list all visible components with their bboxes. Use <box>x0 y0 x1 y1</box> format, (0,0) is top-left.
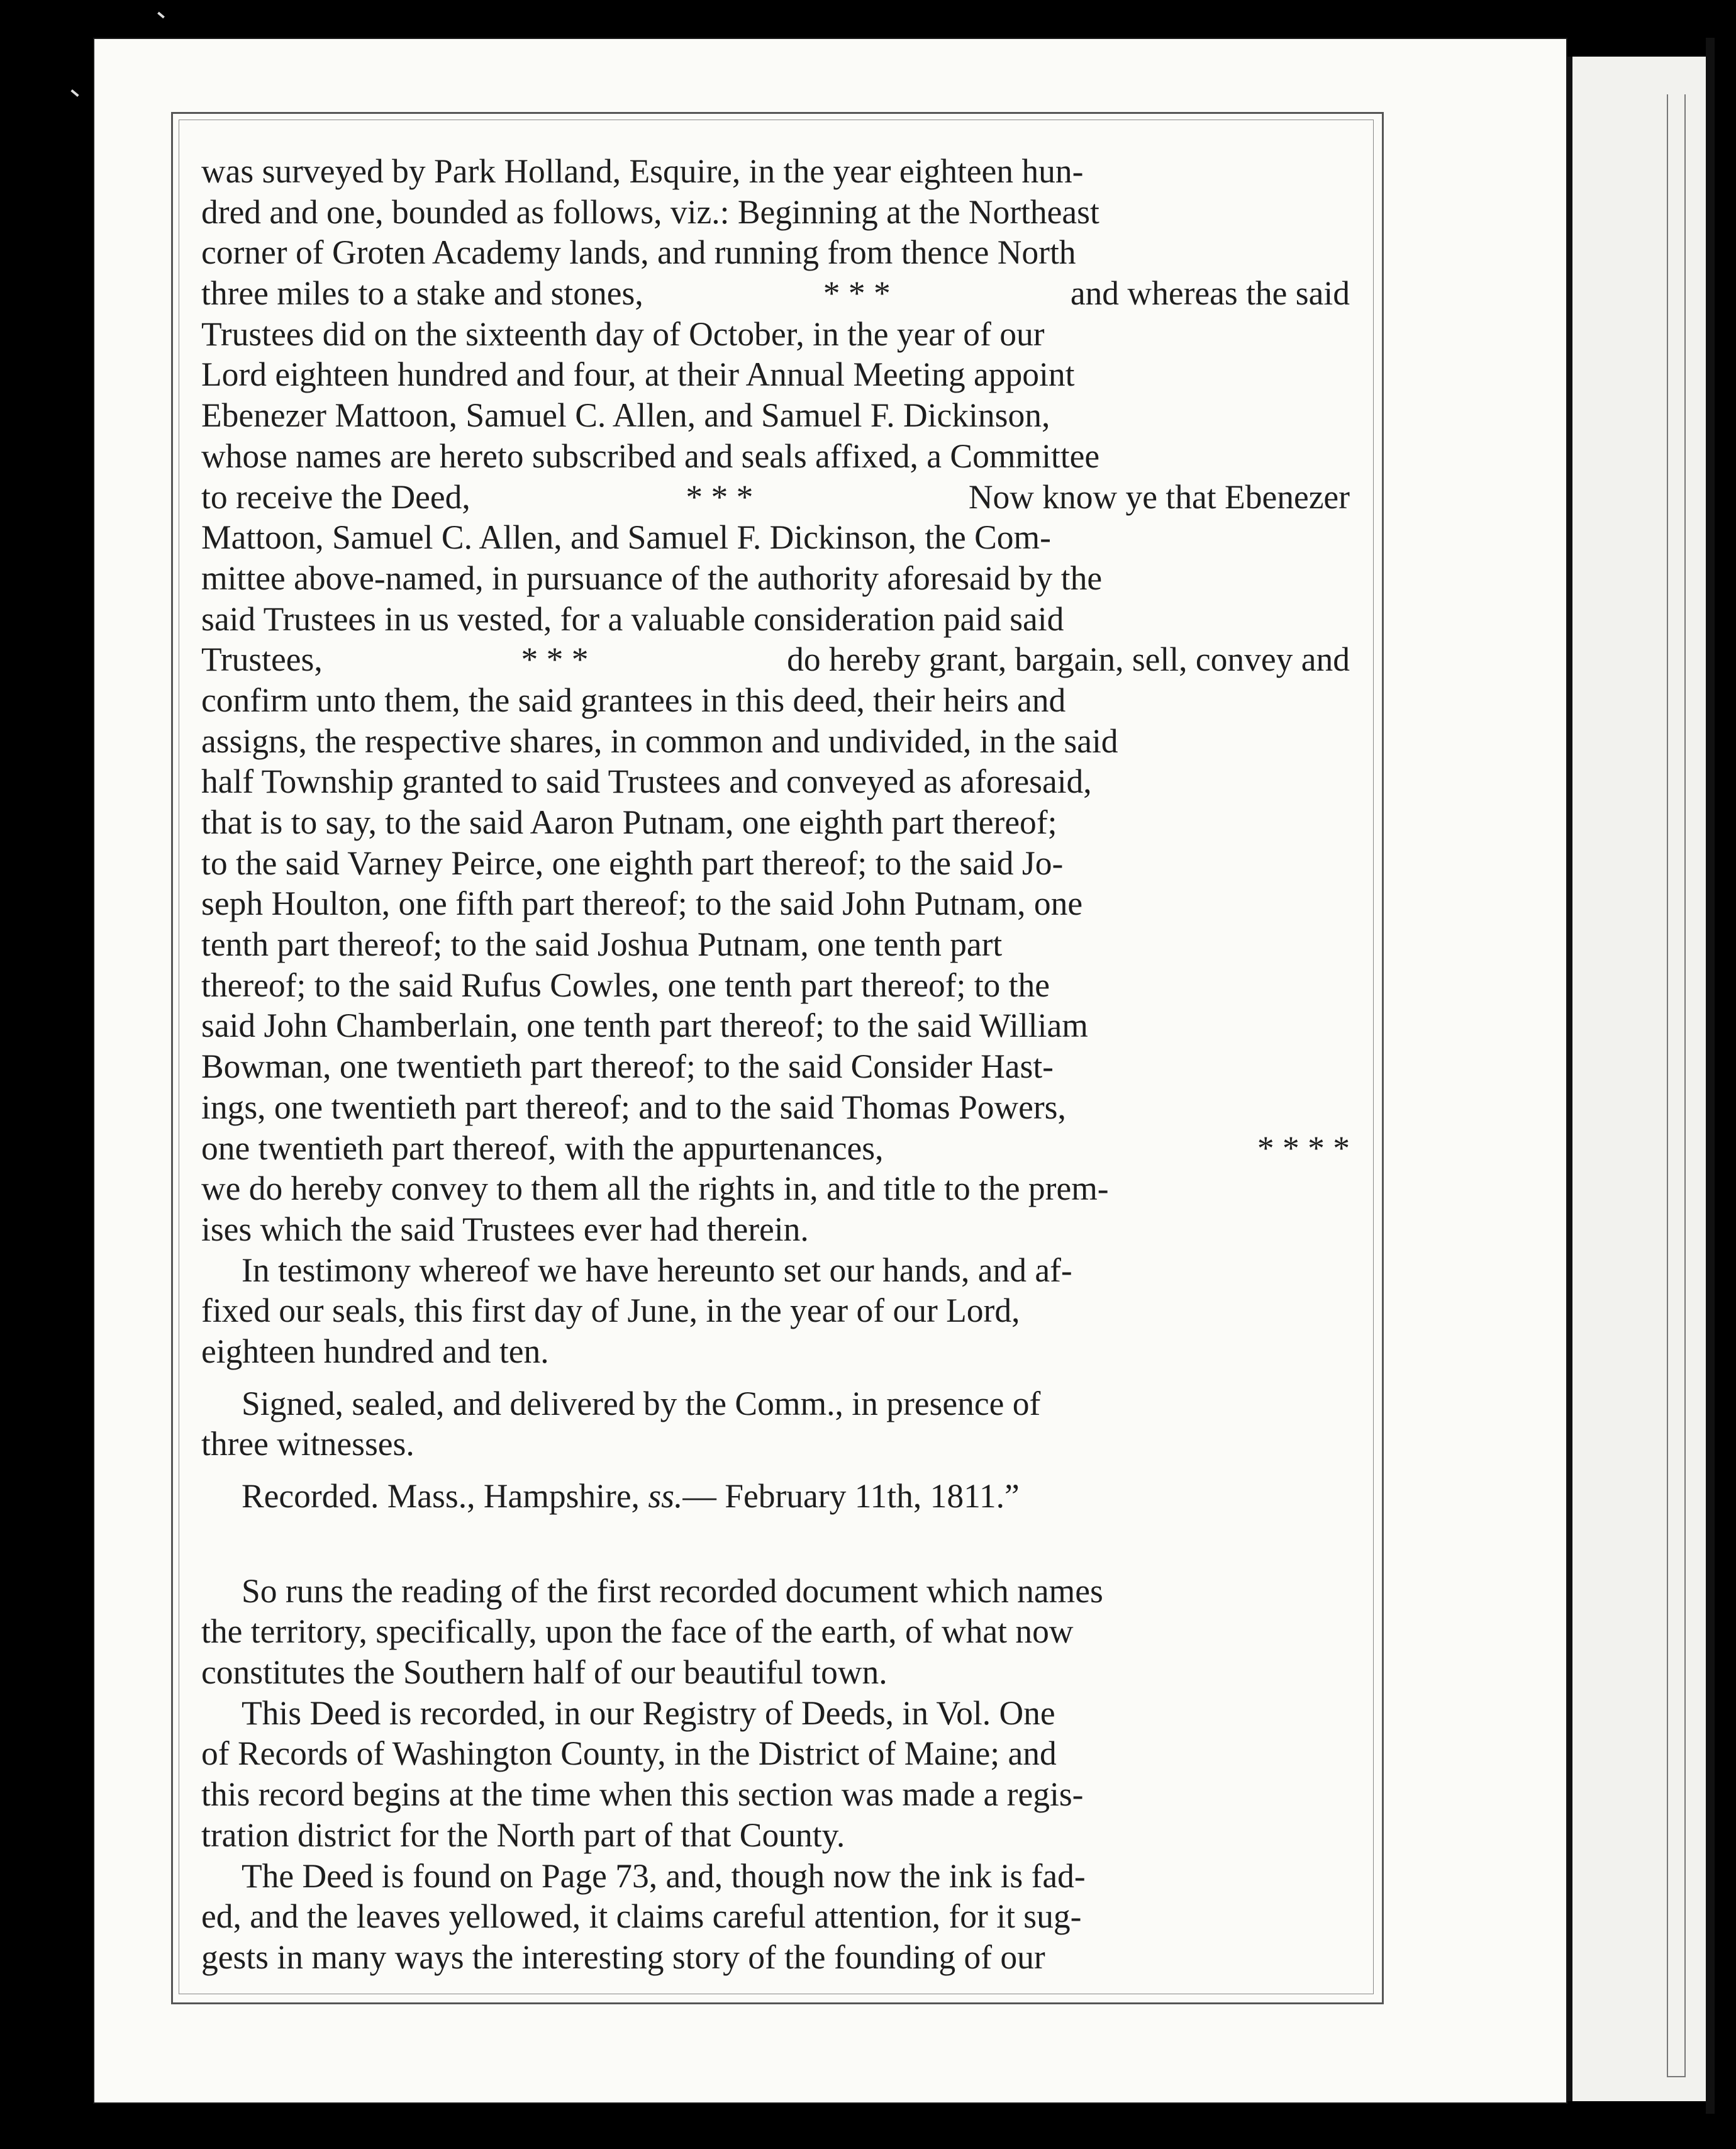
text-line: Lord eighteen hundred and four, at their Annual Meeting appoint <box>201 355 1075 394</box>
text-line: three miles to a stake and stones, * * * and whereas the said <box>201 273 1350 314</box>
text-line: Signed, sealed, and delivered by the Comm., in presence of <box>242 1384 1041 1422</box>
facing-page-rule <box>1667 94 1686 2077</box>
text-line: one twentieth part thereof, with the appurtenances, * * * * <box>201 1128 1350 1169</box>
text-line: tration district for the North part of that County. <box>201 1816 845 1854</box>
text-line: whose names are hereto subscribed and seals affixed, a Committee <box>201 437 1100 475</box>
text-line: half Township granted to said Trustees and conveyed as aforesaid, <box>201 762 1092 801</box>
text-line: Ebenezer Mattoon, Samuel C. Allen, and Samuel F. Dickinson, <box>201 396 1050 435</box>
text-line: we do hereby convey to them all the rights in, and title to the prem- <box>201 1169 1109 1208</box>
text-line: was surveyed by Park Holland, Esquire, in the year eighteen hun- <box>201 152 1084 190</box>
body-text <box>201 151 1350 1978</box>
text-line: dred and one, bounded as follows, viz.: Beginning at the Northeast <box>201 193 1099 231</box>
text-line: ings, one twentieth part thereof; and to the said Thomas Powers, <box>201 1088 1066 1126</box>
text-line: three witnesses. <box>201 1425 415 1463</box>
text-line: ed, and the leaves yellowed, it claims careful attention, for it sug- <box>201 1897 1082 1936</box>
text-line: tenth part thereof; to the said Joshua Putnam, one tenth part <box>201 925 1003 964</box>
text-line: Bowman, one twentieth part thereof; to the said Consider Hast- <box>201 1047 1054 1086</box>
ellipsis-stars: * * * * <box>1257 1129 1350 1167</box>
text-line: this record begins at the time when this section was made a regis- <box>201 1775 1084 1814</box>
text-line: eighteen hundred and ten. <box>201 1332 549 1370</box>
margin-mark <box>70 89 79 97</box>
text-line: The Deed is found on Page 73, and, though now the ink is fad- <box>242 1856 1086 1895</box>
text-line: to the said Varney Peirce, one eighth part thereof; to the said Jo- <box>201 844 1064 882</box>
text-line: Recorded. Mass., Hampshire, ss. — February 11th, 1811.” <box>242 1477 1020 1515</box>
text-line: This Deed is recorded, in our Registry of Deeds, in Vol. One <box>242 1694 1055 1732</box>
text-line: fixed our seals, this first day of June, in the year of our Lord, <box>201 1292 1020 1330</box>
text-line: the territory, specifically, upon the face of the earth, of what now <box>201 1612 1074 1651</box>
text-line: gests in many ways the interesting story of the founding of our <box>201 1938 1045 1976</box>
text-line: confirm unto them, the said grantees in this deed, their heirs and <box>201 681 1066 719</box>
text-line: said John Chamberlain, one tenth part thereof; to the said William <box>201 1007 1088 1045</box>
text-line: that is to say, to the said Aaron Putnam, one eighth part thereof; <box>201 803 1057 841</box>
text-line: ises which the said Trustees ever had therein. <box>201 1210 809 1248</box>
text-line: seph Houlton, one fifth part thereof; to the said John Putnam, one <box>201 885 1083 923</box>
ellipsis-stars: * * * <box>823 274 891 313</box>
ellipsis-stars: * * * <box>521 640 589 679</box>
text-line: mittee above-named, in pursuance of the authority aforesaid by the <box>201 559 1103 597</box>
text-line: In testimony whereof we have hereunto set our hands, and af- <box>242 1251 1072 1289</box>
text-line: thereof; to the said Rufus Cowles, one tenth part thereof; to the <box>201 966 1050 1004</box>
text-line: to receive the Deed, * * * Now know ye that Ebenezer <box>201 477 1350 518</box>
margin-mark <box>157 12 165 19</box>
text-line: assigns, the respective shares, in common and undivided, in the said <box>201 722 1118 760</box>
text-line: said Trustees in us vested, for a valuable consideration paid said <box>201 600 1064 638</box>
text-line: constitutes the Southern half of our beautiful town. <box>201 1653 887 1692</box>
facing-page-edge <box>1706 38 1715 2114</box>
facing-page <box>1566 57 1712 2101</box>
text-line: of Records of Washington County, in the District of Maine; and <box>201 1734 1057 1773</box>
text-line: Trustees did on the sixteenth day of October, in the year of our <box>201 315 1045 353</box>
text-line: corner of Groten Academy lands, and running from thence North <box>201 233 1076 272</box>
text-line: Mattoon, Samuel C. Allen, and Samuel F. Dickinson, the Com- <box>201 518 1051 557</box>
ellipsis-stars: * * * <box>686 477 754 516</box>
text-line: Trustees, * * * do hereby grant, bargain, sell, convey and <box>201 639 1350 680</box>
text-line: So runs the reading of the first recorded document which names <box>242 1571 1103 1610</box>
